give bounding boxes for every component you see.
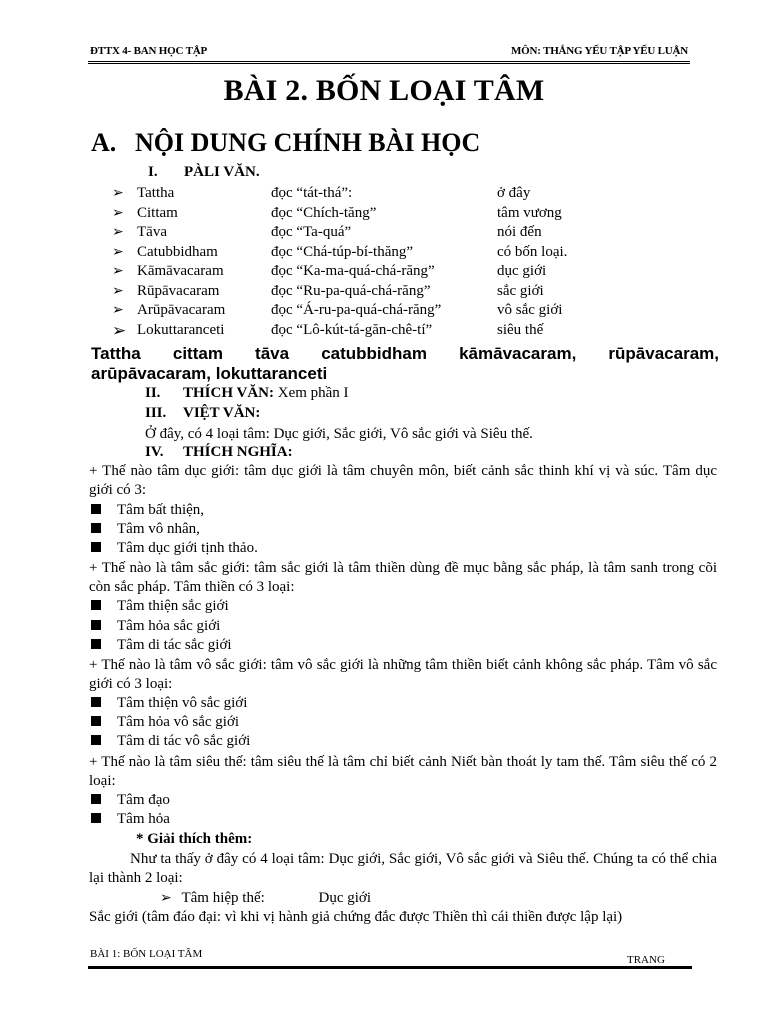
square-bullet-icon bbox=[91, 504, 101, 514]
heading-thich-van bbox=[145, 385, 349, 402]
list-item-text: Tâm thiện vô sắc giới bbox=[117, 695, 248, 711]
square-bullet-icon bbox=[91, 523, 101, 533]
list-item bbox=[91, 637, 232, 654]
section-a-number: A. bbox=[91, 128, 117, 157]
list-item-text: Tâm vô nhân, bbox=[117, 521, 200, 537]
pali-meaning: nói đến bbox=[497, 224, 542, 240]
heading-text: Xem phần I bbox=[273, 385, 349, 401]
arrow-bullet-icon: ➢ bbox=[112, 225, 124, 240]
heading-number: IV. bbox=[145, 444, 164, 460]
heading-label: VIỆT VĂN: bbox=[183, 405, 261, 421]
square-bullet-icon bbox=[91, 813, 101, 823]
heading-viet-van bbox=[145, 405, 260, 422]
pali-row bbox=[112, 262, 712, 282]
pali-term: Lokuttaranceti bbox=[137, 321, 225, 338]
pali-meaning: ở đây bbox=[497, 185, 531, 201]
pali-reading: đọc “tát-thá”: bbox=[271, 185, 353, 201]
heading-thich-nghia bbox=[145, 444, 293, 461]
pali-term: Kāmāvacaram bbox=[137, 263, 224, 279]
heading-pali-van bbox=[148, 164, 260, 181]
extra-explanation-title: * Giải thích thêm: bbox=[136, 831, 253, 847]
section-a-label: NỘI DUNG CHÍNH BÀI HỌC bbox=[135, 128, 481, 157]
pali-reading: đọc “Chích-tăng” bbox=[271, 204, 377, 221]
list-item-text: Tâm dục giới tịnh thảo. bbox=[117, 540, 258, 556]
page-header bbox=[90, 44, 688, 62]
pali-text-line bbox=[91, 344, 719, 364]
heading-label: PÀLI VĂN. bbox=[184, 164, 260, 180]
viet-van-text: Ở đây, có 4 loại tâm: Dục giới, Sắc giới, Vô sắc giới và Siêu thế. bbox=[145, 426, 533, 442]
square-bullet-icon bbox=[91, 542, 101, 552]
heading-number: I. bbox=[148, 164, 158, 180]
pali-word: rūpāvacaram, bbox=[608, 344, 719, 363]
square-bullet-icon bbox=[91, 697, 101, 707]
header-rule bbox=[88, 61, 690, 64]
square-bullet-icon bbox=[91, 639, 101, 649]
heading-label: THÍCH NGHĨA: bbox=[183, 444, 293, 460]
square-bullet-icon bbox=[91, 716, 101, 726]
extra-item bbox=[160, 889, 371, 908]
pali-text-block bbox=[91, 344, 719, 384]
list-item bbox=[91, 811, 170, 828]
list-item bbox=[91, 598, 229, 615]
square-bullet-icon bbox=[91, 735, 101, 745]
page-title: BÀI 2. BỐN LOẠI TÂM bbox=[223, 74, 545, 107]
list-item-text: Tâm hỏa vô sắc giới bbox=[117, 714, 240, 730]
list-item-text: Tâm hỏa bbox=[117, 811, 170, 827]
list-item-text: Tâm di tác vô sắc giới bbox=[117, 733, 251, 749]
pali-row bbox=[112, 243, 712, 263]
pali-table bbox=[112, 184, 712, 340]
pali-reading: đọc “Ta-quá” bbox=[271, 224, 352, 240]
arrow-bullet-icon: ➢ bbox=[112, 303, 124, 318]
pali-row bbox=[112, 184, 712, 204]
pali-meaning: dục giới bbox=[497, 263, 547, 279]
header-right: MÔN: THẮNG YẾU TẬP YẾU LUẬN bbox=[510, 45, 688, 57]
list-item bbox=[91, 618, 220, 635]
pali-meaning: tâm vương bbox=[497, 204, 562, 221]
pali-row bbox=[112, 321, 712, 341]
pali-meaning: siêu thế bbox=[497, 321, 544, 338]
paragraph-sac-gioi: + Thế nào là tâm sắc giới: tâm sắc giới là tâm thiền dùng đề mục bằng sắc pháp, là tâm sanh trong cõi còn sắc pháp. Tâm thiền có 3 loại: bbox=[89, 560, 717, 595]
footer-left: BÀI 1: BỐN LOẠI TÂM bbox=[90, 948, 203, 960]
pali-row bbox=[112, 204, 712, 224]
paragraph-sieu-the: + Thế nào là tâm siêu thế: tâm siêu thế là tâm chỉ biết cảnh Niết bàn thoát ly tam thế. Tâm siêu thế có 2 loại: bbox=[89, 754, 717, 789]
pali-reading: đọc “Lô-kút-tá-găn-chê-tí” bbox=[271, 321, 433, 338]
pali-term: Tāva bbox=[137, 224, 167, 240]
list-item bbox=[91, 714, 239, 731]
footer-right: TRANG bbox=[627, 954, 665, 966]
pali-term: Rūpāvacaram bbox=[137, 282, 220, 299]
heading-number: II. bbox=[145, 385, 161, 401]
pali-reading: đọc “Chá-túp-bí-thăng” bbox=[271, 243, 414, 260]
pali-meaning: vô sắc giới bbox=[497, 302, 563, 318]
pali-word: tāva bbox=[255, 344, 290, 363]
arrow-bullet-icon: ➢ bbox=[112, 264, 124, 279]
pali-text-line: arūpāvacaram, lokuttaranceti bbox=[91, 364, 328, 383]
pali-row bbox=[112, 301, 712, 321]
arrow-bullet-icon: ➢ bbox=[160, 891, 172, 906]
arrow-bullet-icon: ➢ bbox=[112, 244, 124, 260]
paragraph-vo-sac-gioi: + Thế nào là tâm vô sắc giới: tâm vô sắc giới là những tâm thiền biết cảnh không sắc pháp. Tâm vô sắc giới có 3 loại: bbox=[89, 657, 717, 692]
pali-reading: đọc “Á-ru-pa-quá-chá-răng” bbox=[271, 302, 442, 318]
pali-term: Arūpāvacaram bbox=[137, 302, 226, 318]
header-left: ĐTTX 4- BAN HỌC TẬP bbox=[90, 45, 208, 57]
pali-meaning: sắc giới bbox=[497, 282, 544, 299]
extra-item-value: Dục giới bbox=[318, 890, 371, 906]
paragraph-duc-gioi: + Thế nào tâm dục giới: tâm dục giới là tâm chuyên môn, biết cảnh sắc thinh khí vị và súc. Tâm dục giới có 3: bbox=[89, 463, 717, 498]
arrow-bullet-icon: ➢ bbox=[112, 205, 124, 221]
pali-meaning: có bốn loại. bbox=[497, 243, 568, 260]
heading-label: THÍCH VĂN: bbox=[183, 385, 274, 401]
arrow-bullet-icon: ➢ bbox=[112, 186, 124, 201]
pali-term: Tattha bbox=[137, 185, 175, 201]
square-bullet-icon bbox=[91, 794, 101, 804]
list-item bbox=[91, 502, 204, 519]
extra-explanation-paragraph: Như ta thấy ở đây có 4 loại tâm: Dục giới, Sắc giới, Vô sắc giới và Siêu thế. Chúng ta có thể chia lại thành 2 loại: bbox=[89, 851, 717, 886]
pali-term: Cittam bbox=[137, 204, 178, 221]
pali-reading: đọc “Ka-ma-quá-chá-răng” bbox=[271, 263, 435, 279]
list-item-text: Tâm bất thiện, bbox=[117, 502, 205, 518]
footer-rule bbox=[88, 966, 692, 969]
pali-word: catubbidham bbox=[321, 344, 427, 363]
pali-reading: đọc “Ru-pa-quá-chá-răng” bbox=[271, 282, 431, 299]
list-item bbox=[91, 521, 200, 538]
extra-last-line: Sắc giới (tâm đáo đại: vì khi vị hành giả chứng đắc được Thiền thì cái thiền được lập lại) bbox=[89, 909, 623, 925]
list-item bbox=[91, 792, 170, 809]
list-item-text: Tâm hỏa sắc giới bbox=[117, 618, 221, 634]
square-bullet-icon bbox=[91, 620, 101, 630]
list-item-text: Tâm di tác sắc giới bbox=[117, 637, 232, 653]
arrow-bullet-icon: ➢ bbox=[112, 320, 127, 340]
heading-number: III. bbox=[145, 405, 167, 421]
section-a-heading bbox=[91, 128, 480, 158]
list-item bbox=[91, 733, 250, 750]
pali-word: cittam bbox=[172, 344, 223, 363]
list-item-text: Tâm đạo bbox=[117, 792, 170, 808]
extra-item-label: Tâm hiệp thế: bbox=[181, 890, 265, 906]
list-item bbox=[91, 695, 247, 712]
pali-word: Tattha bbox=[91, 344, 141, 363]
list-item bbox=[91, 540, 258, 557]
pali-row bbox=[112, 282, 712, 302]
list-item-text: Tâm thiện sắc giới bbox=[117, 598, 229, 614]
arrow-bullet-icon: ➢ bbox=[112, 283, 124, 299]
pali-word: kāmāvacaram, bbox=[459, 344, 577, 363]
square-bullet-icon bbox=[91, 600, 101, 610]
pali-term: Catubbidham bbox=[137, 243, 218, 260]
pali-row bbox=[112, 223, 712, 243]
